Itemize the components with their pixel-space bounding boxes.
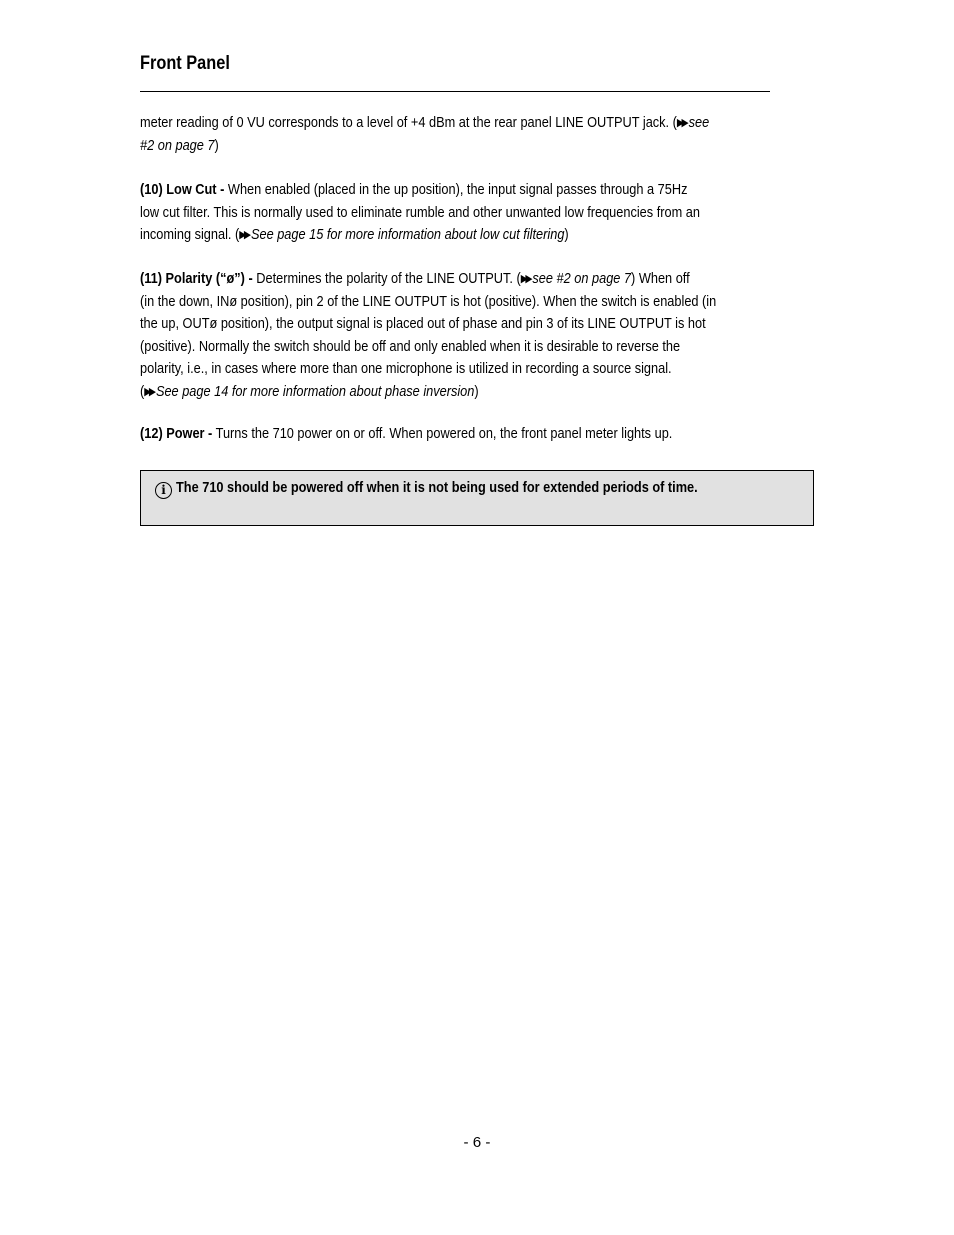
low-cut-label: (10) Low Cut - — [140, 181, 225, 198]
polarity-label: (11) Polarity (“ø”) - — [140, 270, 253, 287]
fast-forward-icon: ▶▶ — [676, 117, 687, 129]
intro-paragraph: meter reading of 0 VU corresponds to a level of +4 dBm at the rear panel LINE OUTPUT jack. (▶▶ see #2 on page 7) — [140, 114, 710, 154]
fast-forward-icon: ▶▶ — [144, 385, 154, 398]
page — [140, 52, 814, 497]
polarity-ref: see #2 on page 7 — [532, 270, 632, 287]
power-paragraph: (12) Power - Turns the 710 power on or off. When powered on, the front panel meter lights up. — [140, 425, 673, 442]
note-text: The 710 should be powered off when it is not being used for extended periods of time. — [176, 479, 698, 496]
fast-forward-icon: ▶▶ — [520, 273, 530, 285]
page-title: Front Panel — [140, 53, 230, 74]
polarity-paragraph: (11) Polarity (“ø”) - Determines the polarity of the LINE OUTPUT. (▶▶ see #2 on page 7) When off (in the down, INø position), pin 2 of the LINE OUTPUT is hot (positive). When the switch is enabled (in the up, OUTø position), the output signal is placed out of phase and pin 3 of its LINE OUTPUT is hot (positive). Normally the switch should be off and only enabled when it is desirable to reverse the polarity, i.e., in cases where more than one microphone is utilized in recording a source signal. (▶▶ See page 14 for more information about phase inversion) — [140, 268, 940, 404]
low-cut-paragraph: (10) Low Cut - When enabled (placed in the up position), the input signal passes through a 75Hz low cut filter. This is normally used to eliminate rumble and other unwanted low frequencies from an incoming signal. (▶▶ See page 15 for more information about low cut filtering) — [140, 179, 940, 247]
intro-text: meter reading of 0 VU corresponds to a level of +4 dBm at the rear panel LINE OUTPUT jack. ( — [140, 114, 677, 131]
intro-ref: see — [688, 114, 710, 131]
note-box — [140, 470, 814, 526]
info-icon: i — [155, 482, 172, 499]
page-number: - 6 - — [463, 1134, 491, 1151]
low-cut-ref: See page 15 for more information about low cut filtering — [250, 226, 565, 244]
intro-ref-cont: #2 on page 7 — [140, 136, 215, 154]
power-label: (12) Power - — [140, 425, 213, 442]
header-rule — [140, 91, 770, 92]
phase-ref: See page 14 for more information about phase inversion — [155, 382, 475, 400]
fast-forward-icon: ▶▶ — [239, 229, 249, 242]
